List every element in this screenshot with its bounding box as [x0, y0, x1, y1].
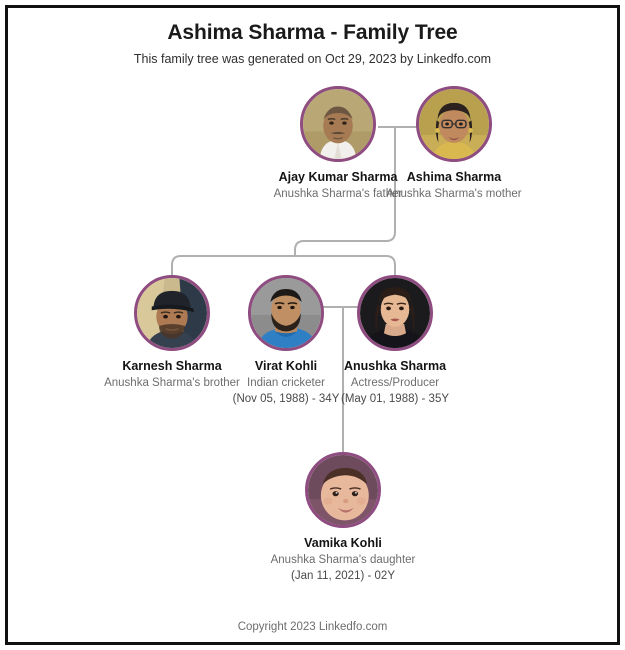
node-name-ajay-kumar-sharma: Ajay Kumar Sharma — [278, 170, 398, 184]
avatar-karnesh-sharma[interactable] — [134, 275, 210, 351]
header — [0, 20, 625, 67]
node-date-anushka-sharma: (May 01, 1988) - 35Y — [340, 393, 450, 405]
node-date-vamika-kohli: (Jan 11, 2021) - 02Y — [291, 570, 395, 582]
node-desc-vamika-kohli: Anushka Sharma's daughter — [270, 554, 416, 566]
node-text-ashima-sharma — [374, 169, 534, 202]
connector-to-karnesh — [172, 256, 181, 275]
node-name-virat-kohli: Virat Kohli — [254, 359, 318, 373]
node-name-vamika-kohli: Vamika Kohli — [304, 536, 382, 550]
node-name-ashima-sharma: Ashima Sharma — [406, 170, 502, 184]
avatar-vamika-kohli[interactable] — [305, 452, 381, 528]
avatar-image-anushka-sharma — [360, 278, 430, 348]
node-date-virat-kohli: (Nov 05, 1988) - 34Y — [232, 393, 340, 405]
avatar-image-vamika-kohli — [308, 455, 378, 525]
node-anushka-sharma[interactable] — [315, 275, 475, 407]
node-desc-karnesh-sharma: Anushka Sharma's brother — [104, 377, 240, 389]
page-subtitle: This family tree was generated on Oct 29, 2023 by Linkedfo.com — [133, 52, 492, 66]
avatar-image-ashima-sharma — [419, 89, 489, 159]
node-text-anushka-sharma — [315, 358, 475, 407]
avatar-virat-kohli[interactable] — [248, 275, 324, 351]
avatar-anushka-sharma[interactable] — [357, 275, 433, 351]
avatar-image-ajay-kumar-sharma — [303, 89, 373, 159]
node-desc-ashima-sharma: Anushka Sharma's mother — [386, 188, 522, 200]
node-text-vamika-kohli — [263, 535, 423, 584]
node-name-anushka-sharma: Anushka Sharma — [343, 359, 447, 373]
avatar-ashima-sharma[interactable] — [416, 86, 492, 162]
node-desc-anushka-sharma: Actress/Producer — [350, 377, 440, 389]
avatar-ajay-kumar-sharma[interactable] — [300, 86, 376, 162]
node-name-karnesh-sharma: Karnesh Sharma — [122, 359, 222, 373]
node-desc-ajay-kumar-sharma: Anushka Sharma's father — [273, 188, 403, 200]
page-title: Ashima Sharma - Family Tree — [167, 21, 458, 44]
connector-to-anushka — [386, 256, 395, 275]
footer-copyright: Copyright 2023 Linkedfo.com — [237, 621, 388, 633]
avatar-image-karnesh-sharma — [137, 278, 207, 348]
node-desc-virat-kohli: Indian cricketer — [247, 377, 325, 389]
avatar-image-virat-kohli — [251, 278, 321, 348]
node-vamika-kohli[interactable] — [263, 452, 423, 584]
node-ashima-sharma[interactable] — [374, 86, 534, 202]
